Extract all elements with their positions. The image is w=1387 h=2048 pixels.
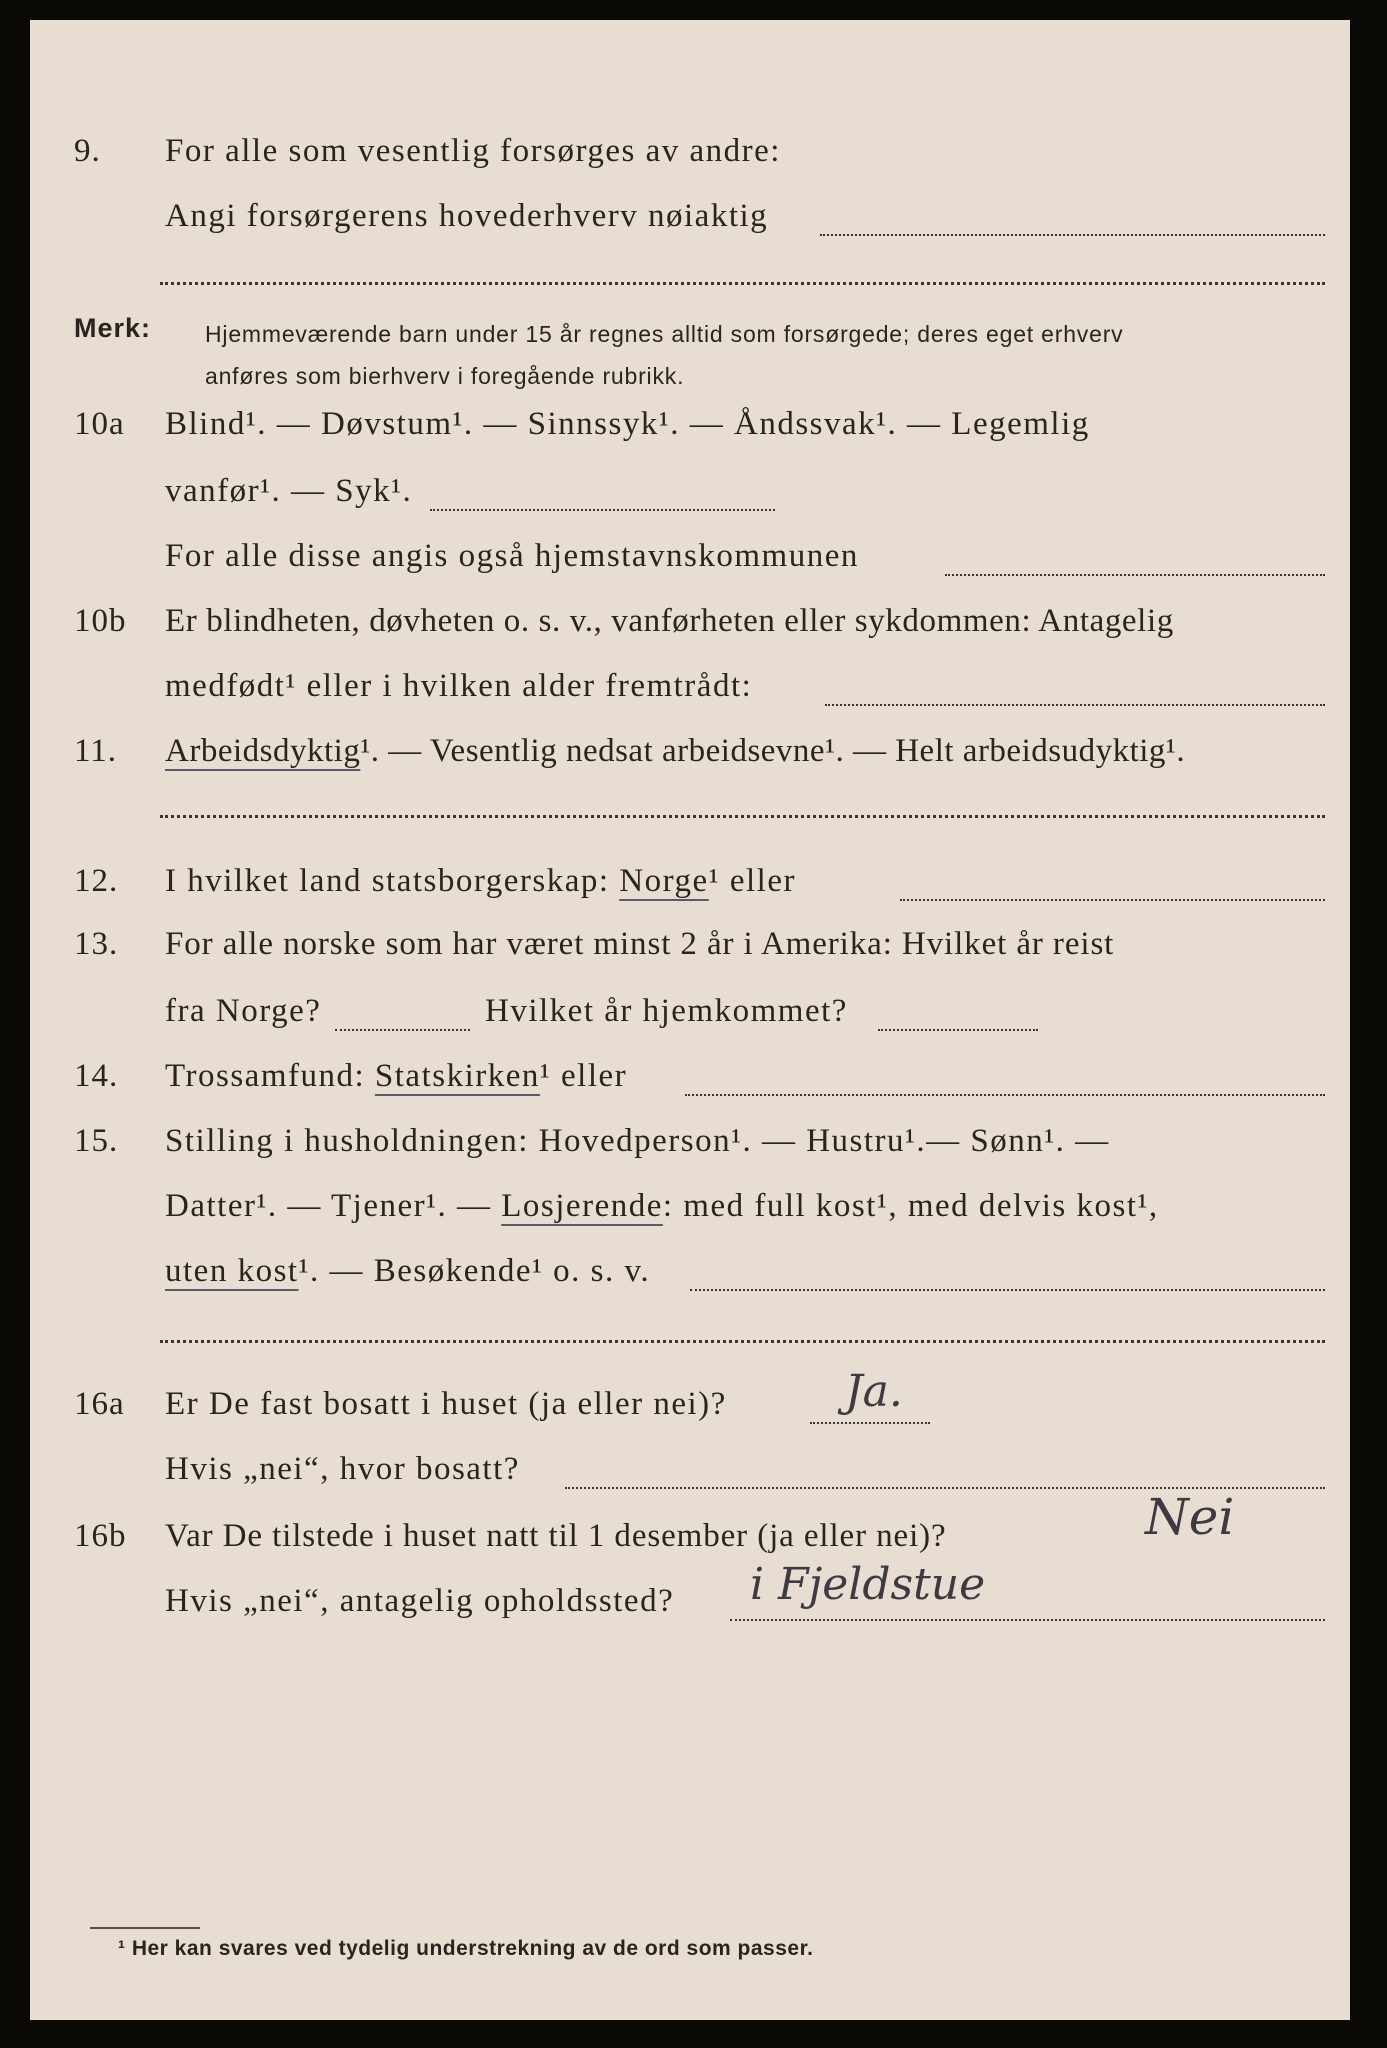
question-text: Hvis „nei“, hvor bosatt? xyxy=(165,1451,520,1487)
answer-line[interactable] xyxy=(160,815,1325,818)
question-number: 11. xyxy=(74,733,118,769)
question-15-row1 xyxy=(30,1115,1350,1175)
question-10a-row3 xyxy=(30,530,1350,590)
answer-line[interactable] xyxy=(430,509,775,511)
question-text-start: I hvilket land statsborgerskap: xyxy=(165,863,610,899)
answer-line[interactable] xyxy=(810,1422,930,1424)
merk-line: Hjemmeværende barn under 15 år regnes alltid som forsørgede; deres eget erhverv xyxy=(205,321,1124,347)
question-text-rest: ¹. — Vesentlig nedsat arbeidsevne¹. — Helt arbeidsudyktig¹. xyxy=(360,733,1186,769)
handwritten-answer: Ja. xyxy=(845,1366,903,1417)
question-13-row2 xyxy=(30,985,1350,1045)
answer-line[interactable] xyxy=(900,899,1325,901)
census-form-page xyxy=(30,20,1350,2020)
underlined-answer: Losjerende xyxy=(501,1188,663,1224)
question-number: 10b xyxy=(74,603,127,639)
merk-text xyxy=(205,313,1123,397)
question-15-row3 xyxy=(30,1245,1350,1305)
question-11-row xyxy=(30,725,1350,785)
answer-line[interactable] xyxy=(820,234,1325,236)
question-12-row xyxy=(30,855,1350,915)
question-text: Er blindheten, døvheten o. s. v., vanførheten eller sykdommen: Antagelig xyxy=(165,603,1174,639)
question-text xyxy=(165,1058,627,1095)
underlined-answer: Norge xyxy=(619,863,709,899)
question-number: 15. xyxy=(74,1123,119,1159)
footnote: ¹ Her kan svares ved tydelig understrekning av de ord som passer. xyxy=(118,1937,814,1960)
question-text: Er De fast bosatt i huset (ja eller nei)? xyxy=(165,1386,727,1422)
answer-line[interactable] xyxy=(730,1619,1325,1621)
question-number: 9. xyxy=(74,133,101,169)
handwritten-answer: Nei xyxy=(1145,1488,1235,1546)
question-number: 13. xyxy=(74,926,119,962)
merk-label: Merk: xyxy=(74,313,152,343)
answer-line[interactable] xyxy=(160,1340,1325,1343)
question-text-rest: ¹ eller xyxy=(539,1058,628,1094)
question-number: 12. xyxy=(74,863,119,899)
question-text: Stilling i husholdningen: Hovedperson¹. — Hustru¹.— Sønn¹. — xyxy=(165,1123,1110,1159)
answer-line[interactable] xyxy=(945,574,1325,576)
question-text: For alle norske som har været minst 2 år i Amerika: Hvilket år reist xyxy=(165,926,1115,962)
question-text: For alle disse angis også hjemstavnskommunen xyxy=(165,538,859,574)
question-text: vanfør¹. — Syk¹. xyxy=(165,473,413,509)
answer-line[interactable] xyxy=(685,1094,1325,1096)
question-number: 14. xyxy=(74,1058,119,1094)
question-16a-row1 xyxy=(30,1366,1350,1438)
question-number: 10a xyxy=(74,406,125,442)
question-16b-row1 xyxy=(30,1488,1350,1570)
question-text-rest: ¹. — Besøkende¹ o. s. v. xyxy=(298,1253,651,1289)
question-text: For alle som vesentlig forsørges av andre: xyxy=(165,133,781,169)
question-text-start: Trossamfund: xyxy=(165,1058,366,1094)
handwritten-answer: i Fjeldstue xyxy=(750,1559,986,1610)
question-number: 16a xyxy=(74,1386,125,1422)
answer-line[interactable] xyxy=(690,1289,1325,1291)
answer-line[interactable] xyxy=(335,1029,470,1031)
question-10b-row1 xyxy=(30,595,1350,655)
question-text-start: Datter¹. — Tjener¹. — xyxy=(165,1188,492,1224)
footnote-rule xyxy=(90,1927,200,1929)
question-text: fra Norge? xyxy=(165,993,322,1029)
question-10b-row2 xyxy=(30,660,1350,720)
underlined-answer: uten kost xyxy=(165,1253,299,1289)
question-number: 16b xyxy=(74,1518,127,1554)
question-16b-row2 xyxy=(30,1559,1350,1635)
question-text: Var De tilstede i huset natt til 1 desember (ja eller nei)? xyxy=(165,1518,947,1554)
question-10a-row2 xyxy=(30,465,1350,525)
question-15-row2 xyxy=(30,1180,1350,1240)
question-text: Hvis „nei“, antagelig opholdssted? xyxy=(165,1583,675,1619)
underlined-answer: Statskirken xyxy=(374,1058,540,1094)
merk-line: anføres som bierhverv i foregående rubrikk. xyxy=(205,363,685,389)
question-13-row1 xyxy=(30,918,1350,978)
answer-line[interactable] xyxy=(160,282,1325,285)
question-text: Hvilket år hjemkommet? xyxy=(485,993,848,1029)
question-text xyxy=(165,1253,650,1290)
question-text-rest: : med full kost¹, med delvis kost¹, xyxy=(662,1188,1159,1224)
question-text: medfødt¹ eller i hvilken alder fremtrådt: xyxy=(165,668,753,704)
answer-line[interactable] xyxy=(825,704,1325,706)
question-9-row2 xyxy=(30,190,1350,250)
question-text-rest: ¹ eller xyxy=(708,863,796,899)
answer-line[interactable] xyxy=(878,1029,1038,1031)
question-text xyxy=(165,1188,1159,1225)
underlined-answer: Arbeidsdyktig xyxy=(165,733,361,769)
question-text: Angi forsørgerens hovederhverv nøiaktig xyxy=(165,198,769,234)
question-9-row1 xyxy=(30,125,1350,185)
merk-note xyxy=(30,305,1350,405)
question-14-row xyxy=(30,1050,1350,1110)
question-10a-row1 xyxy=(30,398,1350,458)
question-text xyxy=(165,733,1185,770)
question-text: Blind¹. — Døvstum¹. — Sinnssyk¹. — Åndssvak¹. — Legemlig xyxy=(165,406,1090,442)
question-text xyxy=(165,863,796,900)
